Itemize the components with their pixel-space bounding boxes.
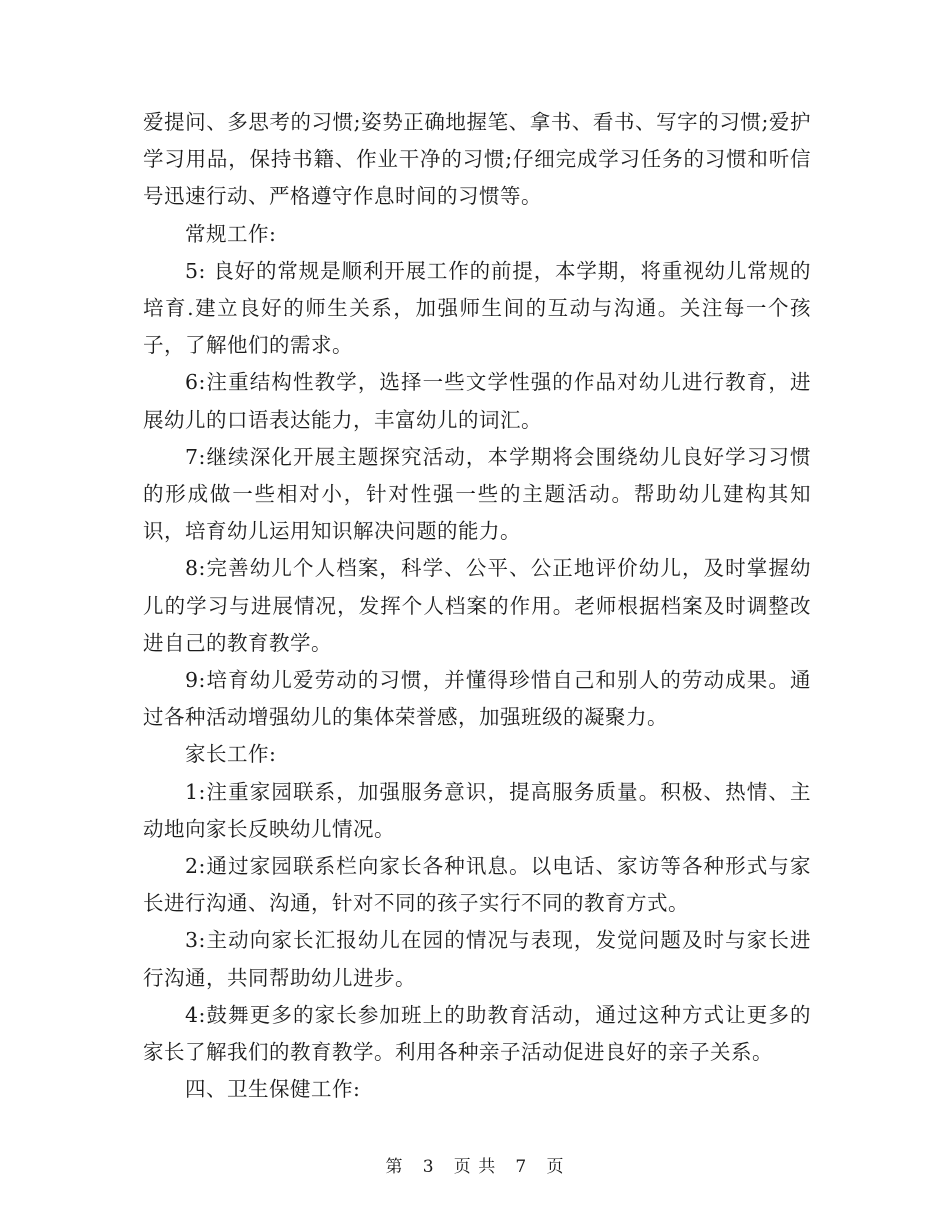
footer-current-page: 3 <box>422 1157 435 1177</box>
paragraph-parent-item-3: 3:主动向家长汇报幼儿在园的情况与表现，发觉问题及时与家长进行沟通，共同帮助幼儿进步。 <box>143 928 811 990</box>
footer-middle: 页 共 <box>453 1157 497 1177</box>
page-footer <box>0 1152 950 1177</box>
paragraph-item-5: 5: 良好的常规是顺利开展工作的前提，本学期，将重视幼儿常规的培育.建立良好的师生关系，加强师生间的互动与沟通。关注每一个孩子，了解他们的需求。 <box>143 258 811 358</box>
paragraph-item-9: 9:培育幼儿爱劳动的习惯，并懂得珍惜自己和别人的劳动成果。通过各种活动增强幼儿的集体荣誉感，加强班级的凝聚力。 <box>143 668 811 730</box>
footer-suffix: 页 <box>546 1157 565 1177</box>
paragraph-item-6: 6:注重结构性教学，选择一些文学性强的作品对幼儿进行教育，进展幼儿的口语表达能力，丰富幼儿的词汇。 <box>143 370 811 432</box>
paragraph-study-habits: 爱提问、多思考的习惯;姿势正确地握笔、拿书、看书、写字的习惯;爱护学习用品，保持书籍、作业干净的习惯;仔细完成学习任务的习惯和听信号迅速行动、严格遵守作息时间的习惯等。 <box>143 110 811 209</box>
paragraph-item-8: 8:完善幼儿个人档案，科学、公平、公正地评价幼儿，及时掌握幼儿的学习与进展情况，发挥个人档案的作用。老师根据档案及时调整改进自己的教育教学。 <box>143 556 811 655</box>
paragraph-parent-item-1: 1:注重家园联系，加强服务意识，提高服务质量。积极、热情、主动地向家长反映幼儿情况。 <box>143 779 811 841</box>
footer-total-pages: 7 <box>515 1157 528 1177</box>
footer-prefix: 第 <box>385 1157 404 1177</box>
document-body <box>143 104 811 1108</box>
paragraph-parent-item-2: 2:通过家园联系栏向家长各种讯息。以电话、家访等各种形式与家长进行沟通、沟通，针对不同的孩子实行不同的教育方式。 <box>143 854 811 916</box>
section-heading-routine-work: 常规工作: <box>185 221 277 246</box>
paragraph-item-7: 7:继续深化开展主题探究活动，本学期将会围绕幼儿良好学习习惯的形成做一些相对小，针对性强一些的主题活动。帮助幼儿建构其知识，培育幼儿运用知识解决问题的能力。 <box>143 444 811 544</box>
section-heading-health-work: 四、卫生保健工作: <box>185 1077 361 1102</box>
paragraph-parent-item-4: 4:鼓舞更多的家长参加班上的助教育活动，通过这种方式让更多的家长了解我们的教育教学。利用各种亲子活动促进良好的亲子关系。 <box>143 1002 811 1065</box>
section-heading-parent-work: 家长工作: <box>185 742 277 767</box>
